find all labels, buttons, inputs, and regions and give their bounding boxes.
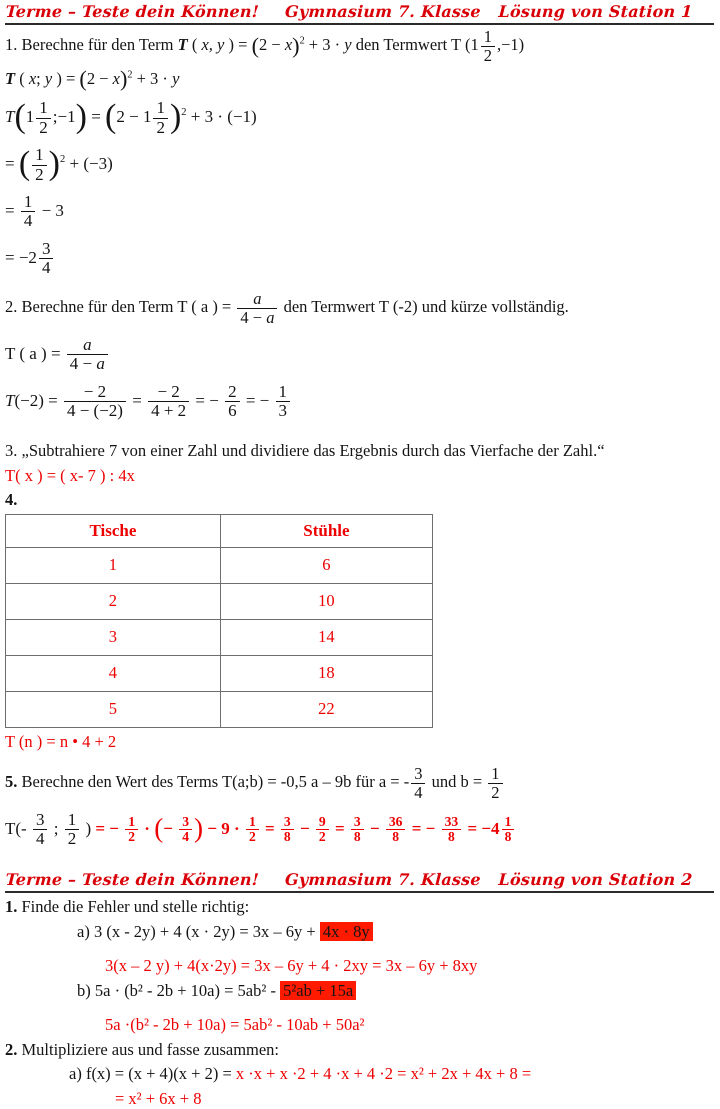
- math-token: = −: [407, 818, 440, 838]
- math-token: ·: [140, 818, 155, 838]
- station2-section: [5, 870, 714, 1109]
- fraction: $\frac{1}{3}$: [276, 383, 291, 421]
- highlighted-error-term: 5²ab + 15a: [280, 981, 356, 1000]
- math-token: und b =: [427, 772, 487, 792]
- math-token: 1.: [5, 897, 18, 917]
- math-token: (: [15, 68, 29, 88]
- exponent: 2: [181, 107, 187, 119]
- math-token: Finde die Fehler und stelle richtig:: [17, 897, 250, 917]
- fraction: $\frac{1}{2}$: [36, 99, 51, 137]
- table-header: Stühle: [220, 514, 432, 547]
- math-token: 3(x – 2 y) + 4(x·2y) = 3x – 6y + 4 · 2xy = 3x – 6y + 8xy: [105, 956, 478, 976]
- task1-term: [5, 68, 714, 91]
- math-token: ;: [49, 818, 63, 838]
- table-cell: 3: [6, 619, 221, 655]
- math-token: 4 −: [240, 308, 267, 328]
- s2-task1a-solution: [5, 955, 714, 976]
- big-paren: ): [292, 32, 300, 58]
- big-paren: (: [105, 98, 117, 136]
- solution-table-body: [6, 547, 433, 727]
- math-token: a: [253, 289, 262, 309]
- math-token: 1. Berechne für den Term: [5, 35, 178, 55]
- task4-solution: [5, 731, 714, 752]
- fraction: $\frac{- 2}{4 + 2}$: [148, 383, 189, 421]
- math-token: T: [5, 390, 15, 410]
- worksheet-title: Terme – Teste dein Können!: [5, 870, 260, 890]
- fraction: $\frac{1}{2}$: [65, 811, 80, 849]
- math-token: (: [187, 35, 202, 55]
- table-cell: 22: [220, 691, 432, 727]
- math-token: ;−1: [52, 107, 76, 127]
- station2-solutions: [5, 896, 714, 1109]
- fraction: $\frac{- 2}{4 - (-2)}$: [64, 383, 126, 421]
- math-token: T(-: [5, 818, 31, 838]
- fraction: $\frac{1}{2}$: [481, 28, 495, 65]
- fraction: $\frac{36}{8}$: [386, 815, 406, 845]
- math-token: − 3: [37, 200, 64, 220]
- math-token: den Termwert T (-2) und kürze vollständig.: [279, 297, 569, 317]
- math-token: T: [5, 68, 16, 88]
- math-token: a: [266, 308, 275, 328]
- math-token: =: [260, 818, 279, 838]
- worksheet-title: Terme – Teste dein Können!: [5, 2, 260, 21]
- math-token: T (n ) = n • 4 + 2: [5, 731, 117, 751]
- fraction: $\frac{3}{8}$: [281, 815, 294, 845]
- exponent: 2: [299, 35, 305, 47]
- s2-task1b: [5, 980, 714, 1001]
- station1-label: Lösung von Station 1: [498, 2, 693, 21]
- task1-step3: [5, 193, 714, 231]
- station1-solutions-bottom: [5, 731, 714, 849]
- task1-step1: [5, 99, 714, 137]
- math-token: =: [330, 818, 349, 838]
- math-token: 5.: [5, 772, 18, 792]
- math-token: x: [284, 35, 293, 55]
- math-token: a: [83, 334, 92, 354]
- math-token: ;: [36, 68, 45, 88]
- math-token: −: [295, 818, 314, 838]
- math-token: −: [365, 818, 384, 838]
- task2-solution: [5, 383, 714, 421]
- math-token: y: [44, 68, 53, 88]
- station2-header: [5, 870, 715, 889]
- fraction: $\frac{1}{2}$: [488, 765, 502, 802]
- task5-solution: [5, 811, 714, 849]
- table-header-row: [6, 514, 433, 547]
- table-header: Tische: [6, 514, 221, 547]
- fraction: $\frac{1}{2}$: [32, 146, 47, 184]
- solution-table-head: [6, 514, 433, 547]
- exponent: 2: [60, 154, 66, 166]
- math-token: den Termwert T (1: [351, 35, 479, 55]
- math-token: 2.: [5, 1039, 18, 1059]
- fraction: $\frac{3}{4}$: [33, 811, 48, 849]
- task1-step2: [5, 146, 714, 184]
- station1-header: [5, 2, 715, 21]
- table-cell: 6: [220, 547, 432, 583]
- math-token: x: [28, 68, 37, 88]
- math-token: 2 − 1: [116, 107, 152, 127]
- solution-table: [5, 514, 433, 728]
- task2-statement: [5, 290, 714, 327]
- table-cell: 18: [220, 655, 432, 691]
- s2-task1a: [5, 921, 714, 942]
- fraction: [67, 336, 108, 374]
- table-row: [6, 583, 433, 619]
- s2-task2a-result: [5, 1088, 714, 1109]
- grade-label: Gymnasium 7. Klasse: [284, 2, 482, 21]
- table-row: [6, 655, 433, 691]
- table-row: [6, 547, 433, 583]
- math-token: a) f(x) = (x + 4)(x + 2) =: [69, 1064, 236, 1084]
- fraction: $\frac{33}{8}$: [442, 815, 462, 845]
- table-row: [6, 619, 433, 655]
- s2-task1-statement: [5, 896, 714, 917]
- fraction: $\frac{1}{2}$: [125, 815, 138, 845]
- math-token: 1: [25, 107, 35, 127]
- math-token: T: [177, 35, 188, 55]
- math-token: = x² + 6x + 8: [115, 1088, 202, 1108]
- exponent: 2: [127, 69, 133, 81]
- big-paren: ): [194, 812, 204, 843]
- big-paren: (: [154, 812, 164, 843]
- header-rule: [5, 891, 714, 893]
- big-paren: ): [169, 98, 182, 136]
- station1-solutions-top: [5, 28, 714, 511]
- math-token: T: [5, 107, 15, 127]
- math-token: = −2: [5, 247, 37, 267]
- fraction: $\frac{1}{2}$: [153, 99, 168, 137]
- task3-statement: [5, 440, 714, 461]
- math-token: 5a ·(b² - 2b + 10a) = 5ab² - 10ab + 50a²: [105, 1015, 365, 1035]
- math-token: ,−1): [496, 35, 525, 55]
- math-token: = −: [241, 390, 274, 410]
- fraction: $\frac{1}{4}$: [21, 193, 36, 231]
- math-token: ): [81, 818, 96, 838]
- header-rule: [5, 23, 714, 25]
- big-paren: (: [14, 98, 26, 136]
- math-token: + (−3): [65, 153, 113, 173]
- math-token: (−2) =: [14, 390, 62, 410]
- math-token: − 9 ·: [203, 818, 244, 838]
- math-token: x, y: [201, 35, 225, 55]
- math-token: =: [86, 107, 106, 127]
- math-token: a) 3 (x - 2y) + 4 (x · 2y) = 3x – 6y +: [77, 921, 320, 941]
- s2-task1b-solution: [5, 1014, 714, 1035]
- table-cell: 2: [6, 583, 221, 619]
- highlighted-error-term: 4x · 8y: [320, 922, 373, 941]
- math-token: 2 −: [86, 68, 113, 88]
- math-token: 3. „Subtrahiere 7 von einer Zahl und dividiere das Ergebnis durch das Vierfache der Zahl.“: [5, 441, 605, 461]
- math-token: 2. Berechne für den Term T ( a ) =: [5, 297, 236, 317]
- task4-number: [5, 489, 714, 510]
- math-token: =: [5, 153, 19, 173]
- math-token: Berechne den Wert des Terms T(a;b) = -0,5 a – 9b für a = -: [17, 772, 410, 792]
- table-cell: 10: [220, 583, 432, 619]
- math-token: = −: [191, 390, 224, 410]
- math-token: = −: [95, 818, 124, 838]
- task3-solution: [5, 465, 714, 486]
- math-token: + 3 ·: [132, 68, 173, 88]
- grade-label: Gymnasium 7. Klasse: [284, 870, 482, 890]
- math-token: =: [127, 390, 147, 410]
- math-token: Multipliziere aus und fasse zusammen:: [17, 1039, 280, 1059]
- fraction: $\frac{2}{6}$: [225, 383, 240, 421]
- math-token: −: [163, 818, 178, 838]
- fraction: $\frac{3}{4}$: [39, 240, 54, 278]
- fraction: $\frac{3}{8}$: [351, 815, 364, 845]
- s2-task2a: [5, 1063, 714, 1084]
- fraction: $\frac{1}{2}$: [246, 815, 259, 845]
- big-paren: ): [119, 66, 128, 92]
- fraction: $\frac{3}{4}$: [179, 815, 192, 845]
- big-paren: ): [75, 98, 87, 136]
- table-cell: 4: [6, 655, 221, 691]
- math-token: = −4: [463, 818, 500, 838]
- math-token: 4.: [5, 490, 18, 510]
- math-token: 2 −: [259, 35, 285, 55]
- fraction: [237, 290, 277, 327]
- math-token: + 3 ·: [304, 35, 345, 55]
- table-cell: 1: [6, 547, 221, 583]
- task1-statement: [5, 28, 714, 65]
- fraction: $\frac{9}{2}$: [316, 815, 329, 845]
- fraction: $\frac{1}{8}$: [502, 815, 515, 845]
- station2-label: Lösung von Station 2: [498, 870, 693, 890]
- fraction: $\frac{3}{4}$: [411, 765, 425, 802]
- table-row: [6, 691, 433, 727]
- math-token: T ( a ) =: [5, 343, 65, 363]
- math-token: 4 −: [69, 354, 97, 374]
- math-token: ) =: [52, 68, 80, 88]
- task2-term: [5, 336, 714, 374]
- math-token: + 3 · (−1): [186, 107, 257, 127]
- big-paren: (: [251, 32, 259, 58]
- math-token: T( x ) = ( x- 7 ) : 4x: [5, 465, 135, 485]
- math-token: a: [96, 354, 105, 374]
- big-paren: (: [18, 144, 31, 182]
- math-token: y: [172, 68, 180, 88]
- table-cell: 14: [220, 619, 432, 655]
- table-cell: 5: [6, 691, 221, 727]
- task5-statement: [5, 765, 714, 802]
- math-token: y: [344, 35, 352, 55]
- math-token: b) 5a · (b² - 2b + 10a) = 5ab² -: [77, 980, 281, 1000]
- math-token: x ·x + x ·2 + 4 ·x + 4 ·2 = x² + 2x + 4x + 8 =: [235, 1064, 532, 1084]
- math-token: =: [5, 200, 19, 220]
- math-token: ) =: [224, 35, 252, 55]
- math-token: x: [112, 68, 120, 88]
- s2-task2-statement: [5, 1039, 714, 1060]
- big-paren: ): [48, 144, 60, 182]
- task1-result: [5, 240, 714, 278]
- big-paren: (: [79, 66, 87, 92]
